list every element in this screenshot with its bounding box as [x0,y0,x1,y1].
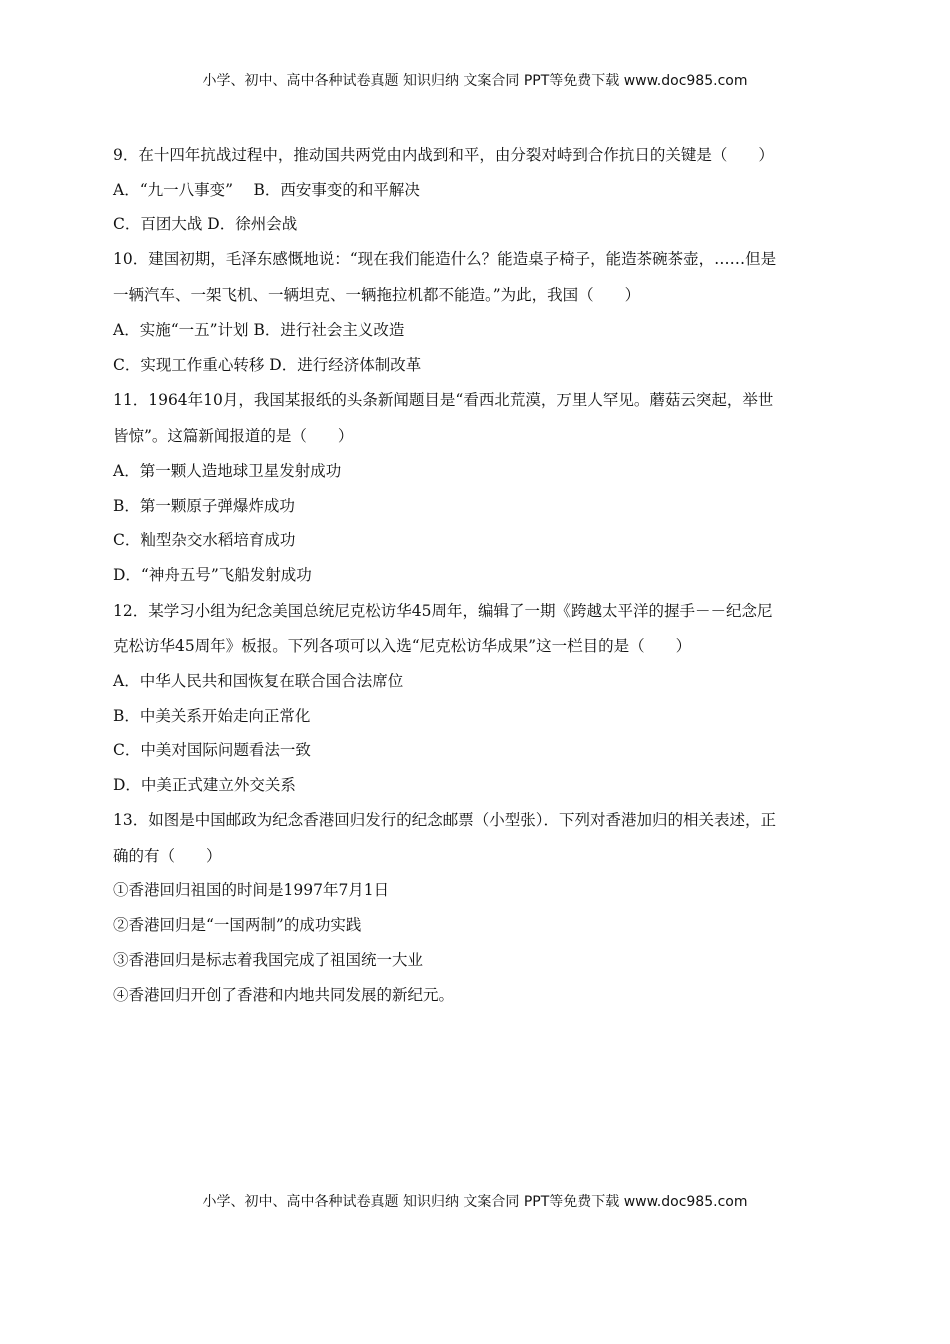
option-d: D．中美正式建立外交关系 [113,776,296,794]
question-stem: 13．如图是中国邮政为纪念香港回归发行的纪念邮票（小型张）．下列对香港加归的相关表述，正 [113,811,776,829]
option-b: B．第一颗原子弹爆炸成功 [113,497,295,515]
statement-2: ②香港回归是“一国两制”的成功实践 [113,916,362,934]
statement-3: ③香港回归是标志着我国完成了祖国统一大业 [113,951,424,969]
option-d: D．“神舟五号”飞船发射成功 [113,566,312,584]
statement-1: ①香港回归祖国的时间是1997年7月1日 [113,881,390,899]
option-line: A．“九一八事变” B．西安事变的和平解决 [113,181,420,199]
option-b: B．中美关系开始走向正常化 [113,707,311,725]
option-line: C．实现工作重心转移 D．进行经济体制改革 [113,356,422,374]
option-line: A．实施“一五”计划 B．进行社会主义改造 [113,321,405,339]
option-c: C．籼型杂交水稻培育成功 [113,531,296,549]
question-stem: 皆惊”。这篇新闻报道的是（ ） [113,427,354,445]
question-stem: 确的有（ ） [113,847,222,865]
option-a: A．中华人民共和国恢复在联合国合法席位 [113,672,404,690]
page-footer: 小学、初中、高中各种试卷真题 知识归纳 文案合同 PPT等免费下载 www.doc985.com [202,1194,748,1210]
question-stem: 12．某学习小组为纪念美国总统尼克松访华45周年，编辑了一期《跨越太平洋的握手－－纪念尼 [113,602,773,620]
option-c: C．中美对国际问题看法一致 [113,741,311,759]
option-line: C．百团大战 D．徐州会战 [113,215,298,233]
option-a: A．第一颗人造地球卫星发射成功 [113,462,342,480]
question-stem: 一辆汽车、一架飞机、一辆坦克、一辆拖拉机都不能造。”为此，我国（ ） [113,286,641,304]
question-stem: 11．1964年10月，我国某报纸的头条新闻题目是“看西北荒漠，万里人罕见。蘑菇云突起，举世 [113,391,774,409]
question-stem: 克松访华45周年》板报。下列各项可以入选“尼克松访华成果”这一栏目的是（ ） [113,637,692,655]
page-header: 小学、初中、高中各种试卷真题 知识归纳 文案合同 PPT等免费下载 www.doc985.com [202,73,748,89]
question-stem: 9．在十四年抗战过程中，推动国共两党由内战到和平，由分裂对峙到合作抗日的关键是（ ） [113,146,774,164]
question-stem: 10．建国初期，毛泽东感慨地说：“现在我们能造什么？能造桌子椅子，能造茶碗茶壶，……但是 [113,250,777,268]
statement-4: ④香港回归开创了香港和内地共同发展的新纪元。 [113,986,455,1004]
